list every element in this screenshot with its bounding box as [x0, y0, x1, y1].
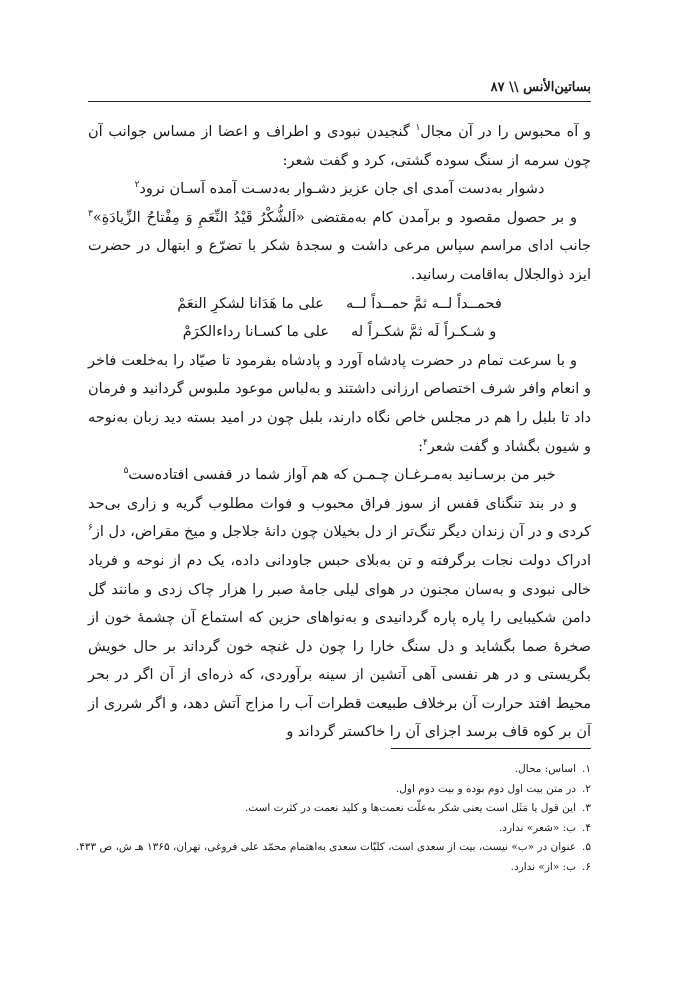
footnote-number: ۳. — [582, 802, 591, 815]
footnote-item — [80, 780, 591, 800]
footnote-item — [80, 799, 591, 819]
footnote-text: ب: «شعر» ندارد. — [498, 821, 577, 834]
paragraph-1-text-cont: گنجیدن نبودی و اطراف و اعضا از مساس جوانب آن چون سرمه از سنگ سوده گشتی، کرد و گفت شعر: — [88, 124, 591, 169]
hemistich-2a: و شـکـراً لَه ثمَّ شکـراً له — [351, 324, 497, 341]
verse-2-text: خبر من برسـانید به‌مـرغـان چـمـن که هم آواز شما در قفسی افتاده‌ست — [128, 467, 556, 484]
footnote-text: اساس: محال. — [514, 763, 577, 775]
footnote-item — [80, 858, 591, 878]
footnote-item — [80, 760, 591, 780]
footnote-ref-3[interactable]: ۳ — [88, 208, 93, 219]
verse-2 — [88, 461, 591, 490]
arabic-couplet-2 — [88, 318, 591, 347]
footnote-divider — [391, 748, 591, 749]
main-text — [88, 118, 591, 747]
hemistich-1a: فحمــداً لــه ثمَّ حمــداً لــه — [345, 295, 502, 312]
paragraph-4-text-cont: ادراک دولت نجات برگرفته و تن به‌بلای حبس جاودانی داده، یک دم از نوحه و فریاد خالی نبودی و به‌سان مجنون در هوای لیلی جامهٔ صبر را هزار چاک زدی و مانند گل دامن شکیبایی را پاره پاره گردانیدی و به‌نواهای حزین که استماع آن چشمهٔ خون از صخرهٔ صما بگشاید و دل سنگ خارا را چون دل غنچه خون گرداند بر حال خویش بگریستی و در هر نفسی آهی آتشین از سینه برآوردی، که ذره‌ای از آن اگر در بحر محیط افتد حرارت آن برخلاف طبیعت قطرات آب را مزاج آتش دهد، و اگر شرری از آن بر کوه قاف برسد اجزای آن را خاکستر گرداند و — [88, 552, 591, 741]
paragraph-2 — [88, 204, 591, 290]
footnote-text: ب: «از» ندارد. — [510, 860, 577, 873]
footnotes-list — [75, 760, 591, 878]
paragraph-1 — [88, 118, 591, 175]
paragraph-4 — [88, 490, 591, 747]
paragraph-1-text: و آه محبوس را در آن مجال — [420, 124, 591, 140]
footnote-text: عنوان در «ب» نیست، بیت از سعدی است، کلیّات سعدی به‌اهتمام محمّد علی فروغی، تهران، ۱۳۶۵ هـ ش، ص ۴۳۳. — [75, 841, 577, 854]
footnote-ref-5[interactable]: ۵ — [123, 466, 129, 477]
paragraph-3-colon: : — [418, 438, 423, 455]
header-divider — [88, 101, 591, 102]
footnote-ref-4[interactable]: ۴ — [422, 437, 428, 448]
paragraph-2-text: و بر حصول مقصود و برآمدن کام به‌مقتضی «اَلشُّکْرُ قَیْدُ النِّعَمِ وَ مِفْتاحُ الزِّیادَةِ» — [92, 209, 577, 226]
footnote-text: در متن بیت اول دوم بوده و بیت دوم اول. — [395, 782, 577, 795]
footnote-item — [80, 819, 591, 839]
footnote-ref-6[interactable]: ۶ — [88, 523, 93, 534]
footnote-ref-1[interactable]: ۱ — [415, 123, 421, 134]
footnote-number: ۲. — [582, 782, 591, 795]
hemistich-2b: علی ما کسـانا رداءالکرَمْ — [182, 324, 330, 341]
paragraph-4-text: و در بند تنگنای قفس از سوز فراق محبوب و فوات مطلوب گریه و زاری بی‌حد کردی و در آن زندان دیگر تنگ‌تر از دل بخیلان چون دانهٔ جلاجل و میخ مقراض، دل از — [88, 495, 591, 541]
footnote-number: ۱. — [582, 763, 591, 775]
footnote-item — [75, 838, 591, 858]
hemistich-1b: علی ما هَدَانا لشکرِ النعَمْ — [177, 295, 324, 312]
paragraph-3 — [88, 347, 591, 461]
verse-1 — [88, 175, 591, 204]
verse-1-text: دشوار به‌دست آمدی ای جان عزیز دشـوار به‌دسـت آمده آسـان نرود — [139, 181, 545, 198]
paragraph-2-text-cont: جانب ادای مراسم سپاس مرعی داشت و سجدهٔ شکر با تضرّع و ابتهال در حضرت ایزد ذوالجلال به‌اقامت رسانید. — [88, 238, 591, 283]
running-header: بساتین‌الأنس \\ ۸۷ — [490, 80, 591, 95]
footnote-text: این قول یا مَثَل است یعنی شکر به‌علّت نعمت‌ها و کلید نعمت در کثرت است. — [244, 802, 577, 815]
footnote-number: ۵. — [582, 841, 591, 854]
footnote-number: ۴. — [582, 821, 591, 834]
footnote-ref-2[interactable]: ۲ — [134, 180, 140, 191]
arabic-couplet-1 — [88, 290, 591, 319]
paragraph-3-text: و با سرعت تمام در حضرت پادشاه آورد و پادشاه بفرمود تا صیّاد را به‌خلعت فاخر و انعام وافر شرف اختصاص ارزانی داشتند و به‌لباس موعود ملبوس گردانید و فرمان داد تا بلبل را هم در مجلس خاص نگاه دارند، بلبل چون در امید بسته دید زبان به‌نوحه و شیون بگشاد و گفت شعر — [88, 352, 591, 455]
footnote-number: ۶. — [582, 860, 591, 873]
